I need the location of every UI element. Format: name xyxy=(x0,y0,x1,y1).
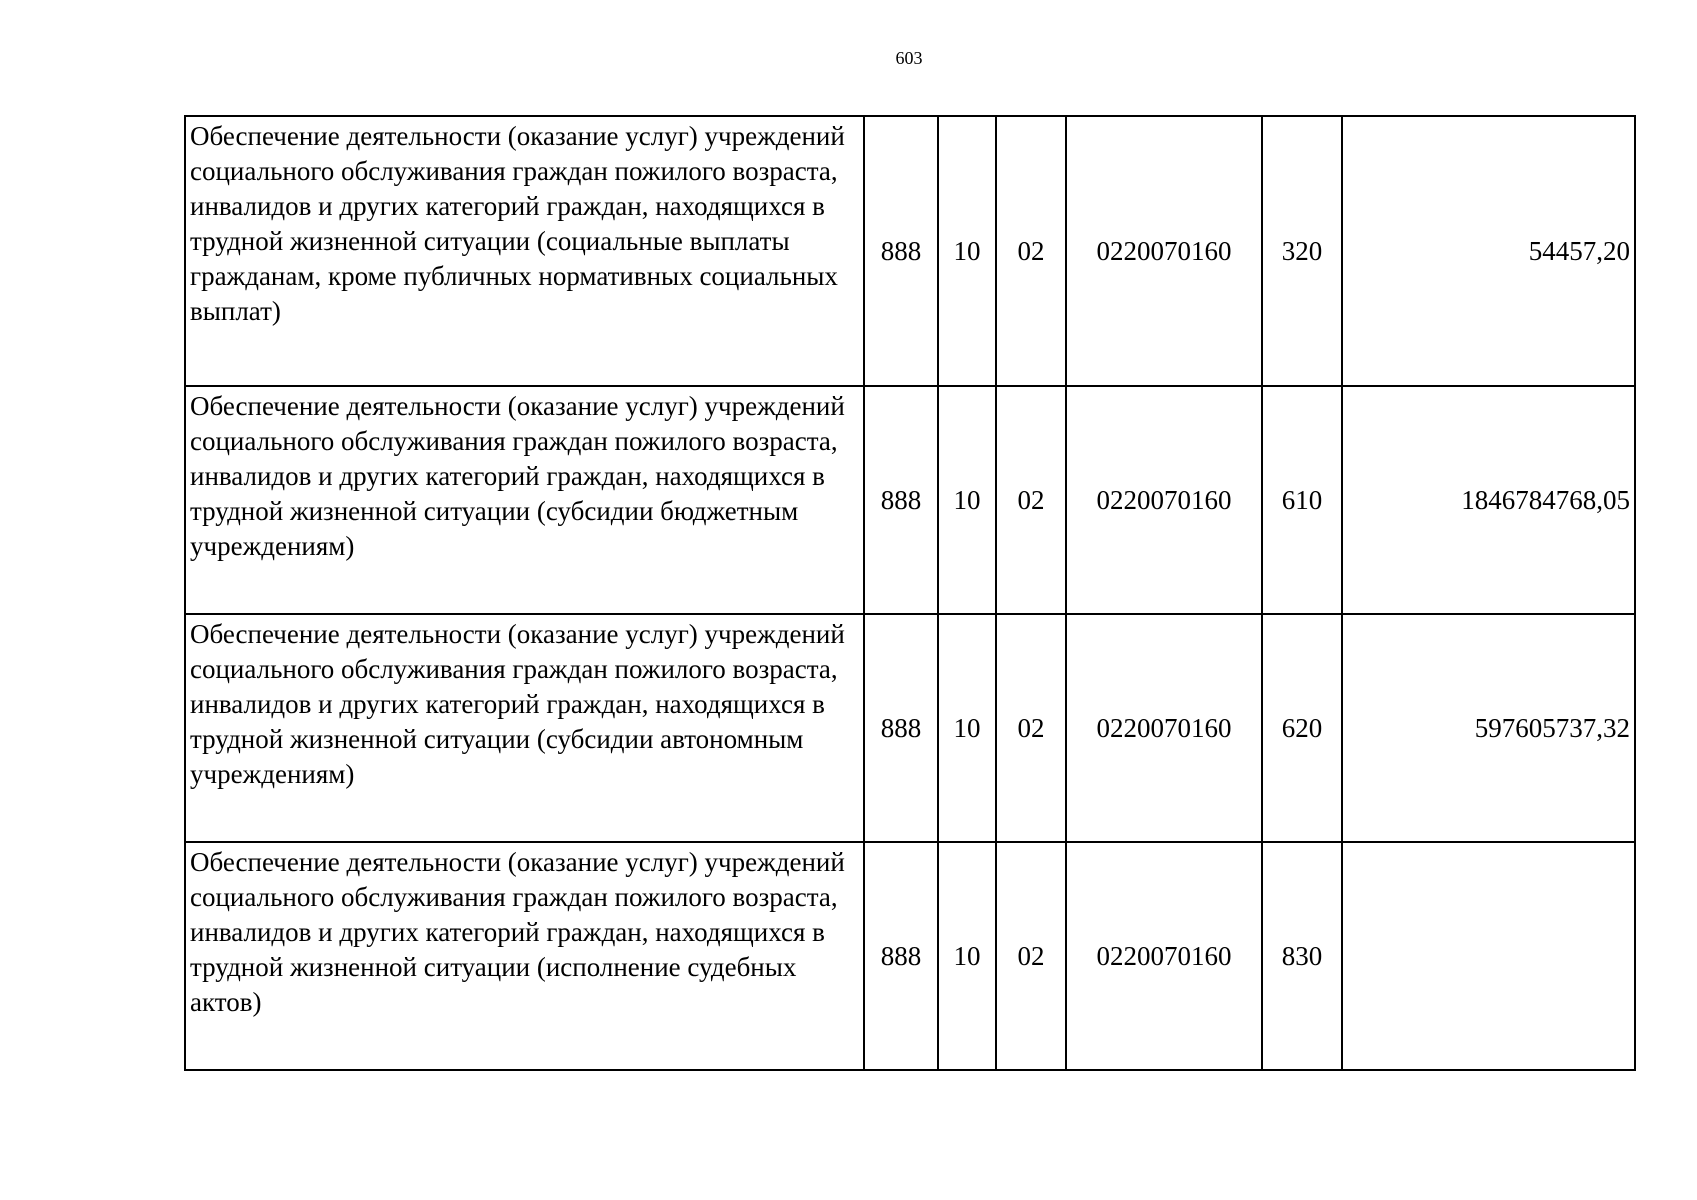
amount xyxy=(1342,842,1635,1070)
target-article-code: 0220070160 xyxy=(1066,386,1262,614)
expense-type-code: 830 xyxy=(1262,842,1342,1070)
target-article-code: 0220070160 xyxy=(1066,614,1262,842)
expense-type-code: 610 xyxy=(1262,386,1342,614)
table-row xyxy=(185,386,1635,614)
ministry-code: 888 xyxy=(864,116,938,386)
amount: 1846784768,05 xyxy=(1342,386,1635,614)
target-article-code: 0220070160 xyxy=(1066,842,1262,1070)
target-article-code: 0220070160 xyxy=(1066,116,1262,386)
table-row xyxy=(185,614,1635,842)
ministry-code: 888 xyxy=(864,614,938,842)
section-code: 10 xyxy=(938,614,996,842)
expense-description: Обеспечение деятельности (оказание услуг) учреждений социального обслуживания граждан пожилого возраста, инвалидов и других категорий граждан, находящихся в трудной жизненной ситуации (социальные выплаты гражданам, кроме публичных нормативных социальных выплат) xyxy=(185,116,864,386)
ministry-code: 888 xyxy=(864,842,938,1070)
subsection-code: 02 xyxy=(996,386,1066,614)
amount: 597605737,32 xyxy=(1342,614,1635,842)
subsection-code: 02 xyxy=(996,842,1066,1070)
expense-type-code: 620 xyxy=(1262,614,1342,842)
section-code: 10 xyxy=(938,386,996,614)
subsection-code: 02 xyxy=(996,116,1066,386)
section-code: 10 xyxy=(938,842,996,1070)
budget-table xyxy=(184,115,1636,1071)
expense-description: Обеспечение деятельности (оказание услуг) учреждений социального обслуживания граждан пожилого возраста, инвалидов и других категорий граждан, находящихся в трудной жизненной ситуации (субсидии автономным учреждениям) xyxy=(185,614,864,842)
expense-description: Обеспечение деятельности (оказание услуг) учреждений социального обслуживания граждан пожилого возраста, инвалидов и других категорий граждан, находящихся в трудной жизненной ситуации (субсидии бюджетным учреждениям) xyxy=(185,386,864,614)
ministry-code: 888 xyxy=(864,386,938,614)
subsection-code: 02 xyxy=(996,614,1066,842)
section-code: 10 xyxy=(938,116,996,386)
page-number: 603 xyxy=(895,48,923,68)
expense-type-code: 320 xyxy=(1262,116,1342,386)
amount: 54457,20 xyxy=(1342,116,1635,386)
table-row xyxy=(185,116,1635,386)
table-row xyxy=(185,842,1635,1070)
expense-description: Обеспечение деятельности (оказание услуг) учреждений социального обслуживания граждан пожилого возраста, инвалидов и других категорий граждан, находящихся в трудной жизненной ситуации (исполнение судебных актов) xyxy=(185,842,864,1070)
